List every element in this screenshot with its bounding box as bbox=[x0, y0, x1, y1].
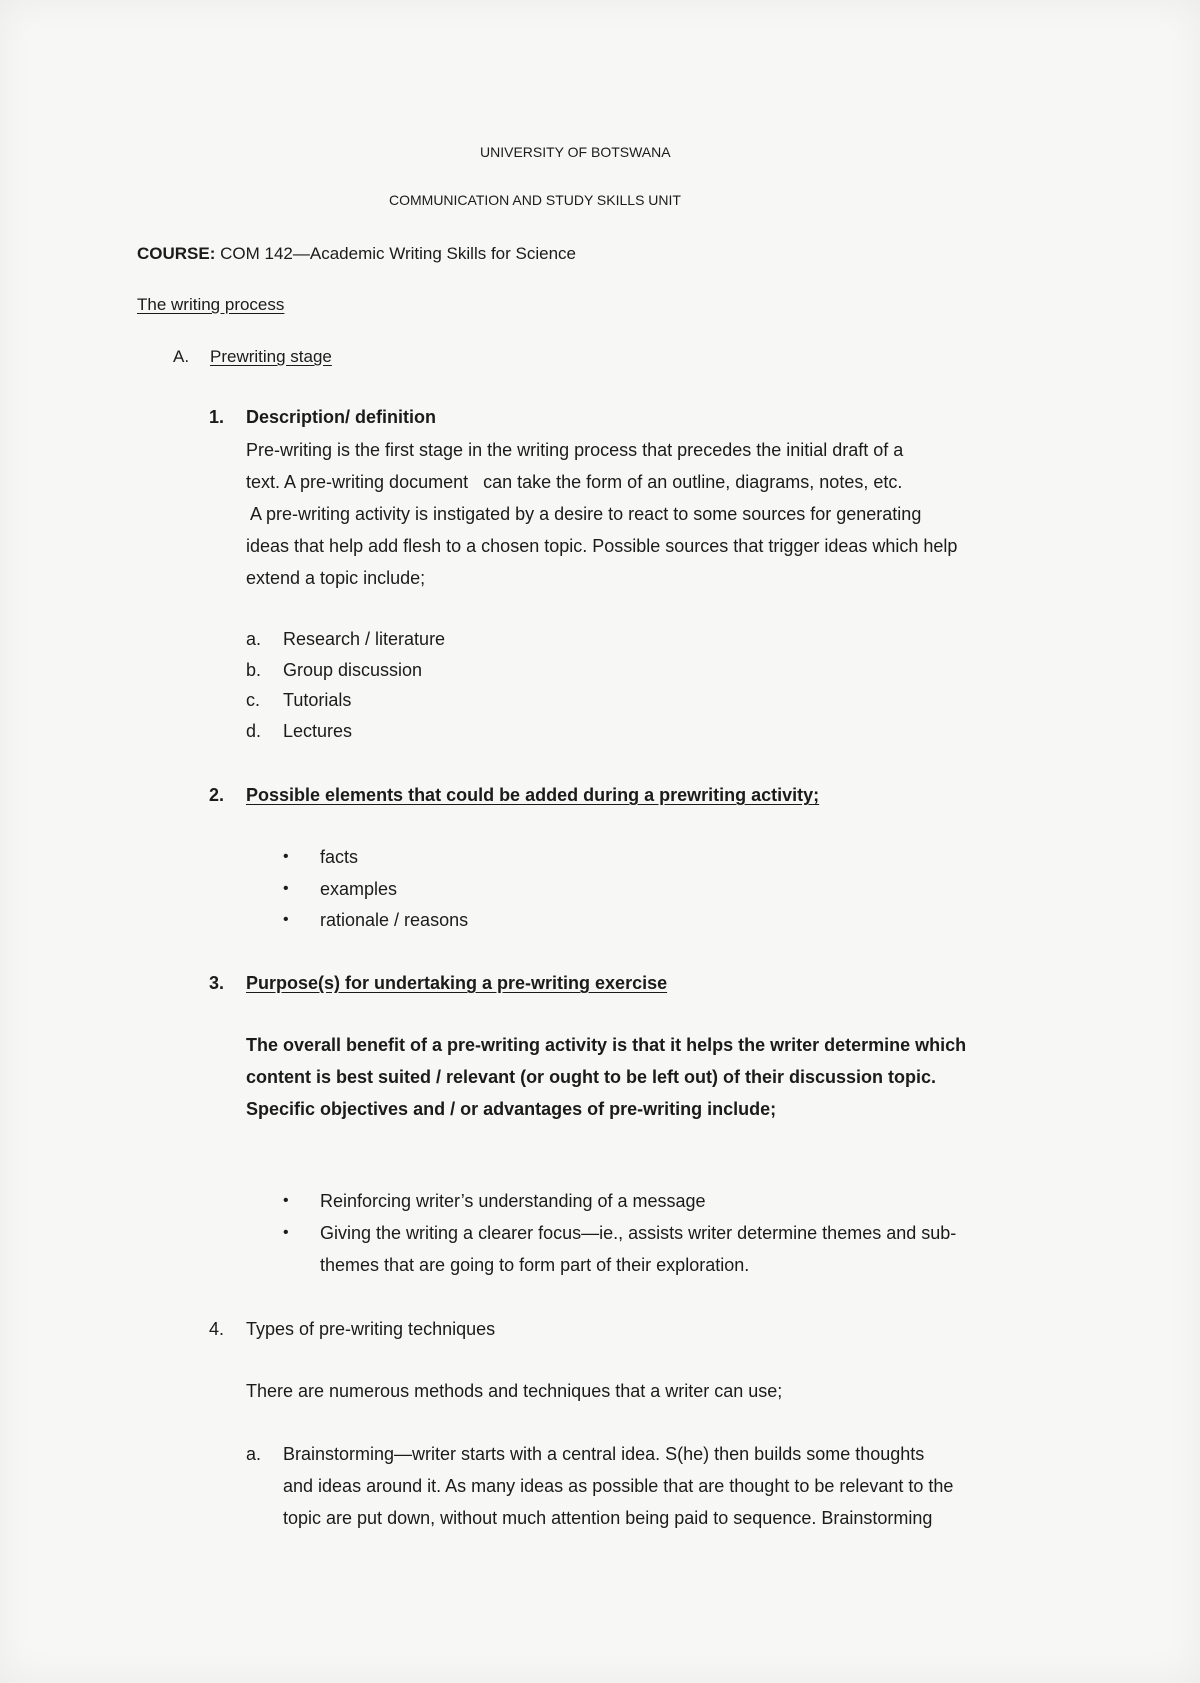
objective-item: Reinforcing writer’s understanding of a message bbox=[320, 1191, 706, 1211]
item-1-number: 1. bbox=[209, 407, 225, 427]
source-marker: c. bbox=[246, 690, 261, 710]
source-item: Lectures bbox=[283, 721, 353, 741]
item-1-line: extend a topic include; bbox=[246, 568, 426, 588]
course-label: COURSE: bbox=[137, 244, 216, 263]
technique-marker: a. bbox=[246, 1444, 262, 1464]
technique-line: topic are put down, without much attention being paid to sequence. Brainstorming bbox=[283, 1508, 933, 1528]
item-1-line: text. A pre-writing document can take the form of an outline, diagrams, notes, etc. bbox=[246, 472, 903, 492]
source-marker: a. bbox=[246, 629, 262, 649]
item-4-intro: There are numerous methods and techniques that a writer can use; bbox=[246, 1381, 783, 1401]
bullet-icon: • bbox=[283, 880, 289, 897]
source-item: Research / literature bbox=[283, 629, 446, 649]
purpose-line: The overall benefit of a pre-writing activity is that it helps the writer determine which bbox=[246, 1035, 967, 1055]
technique-line: and ideas around it. As many ideas as possible that are thought to be relevant to the bbox=[283, 1476, 954, 1496]
element-item: facts bbox=[320, 847, 359, 867]
objective-item: Giving the writing a clearer focus—ie., assists writer determine themes and sub- bbox=[320, 1223, 957, 1243]
section-a-marker: A. bbox=[173, 347, 190, 366]
item-1-line: Pre-writing is the first stage in the writing process that precedes the initial draft of a bbox=[246, 440, 904, 460]
purpose-line: content is best suited / relevant (or ought to be left out) of their discussion topic. bbox=[246, 1067, 937, 1087]
item-3-number: 3. bbox=[209, 973, 225, 993]
item-1-line: ideas that help add flesh to a chosen topic. Possible sources that trigger ideas which help bbox=[246, 536, 958, 556]
objective-item-continued: themes that are going to form part of their exploration. bbox=[320, 1255, 750, 1275]
item-1-title: Description/ definition bbox=[246, 407, 437, 427]
item-4-number: 4. bbox=[209, 1319, 225, 1339]
course-line bbox=[137, 245, 576, 262]
source-item: Group discussion bbox=[283, 660, 423, 680]
bullet-icon: • bbox=[283, 848, 289, 865]
item-1-line: A pre-writing activity is instigated by a desire to react to some sources for generating bbox=[246, 504, 922, 524]
bullet-icon: • bbox=[283, 1192, 289, 1209]
source-marker: b. bbox=[246, 660, 262, 680]
bullet-icon: • bbox=[283, 1224, 289, 1241]
element-item: rationale / reasons bbox=[320, 910, 469, 930]
section-a-title: Prewriting stage bbox=[210, 347, 332, 366]
purpose-line: Specific objectives and / or advantages of pre-writing include; bbox=[246, 1099, 777, 1119]
unit-name: COMMUNICATION AND STUDY SKILLS UNIT bbox=[389, 192, 681, 208]
item-2-title: Possible elements that could be added during a prewriting activity; bbox=[246, 785, 820, 805]
source-marker: d. bbox=[246, 721, 262, 741]
item-3-title: Purpose(s) for undertaking a pre-writing exercise bbox=[246, 973, 668, 993]
course-value: COM 142—Academic Writing Skills for Science bbox=[220, 244, 576, 263]
element-item: examples bbox=[320, 879, 398, 899]
source-item: Tutorials bbox=[283, 690, 352, 710]
bullet-icon: • bbox=[283, 911, 289, 928]
item-4-title: Types of pre-writing techniques bbox=[246, 1319, 496, 1339]
technique-line: Brainstorming—writer starts with a central idea. S(he) then builds some thoughts bbox=[283, 1444, 925, 1464]
item-2-number: 2. bbox=[209, 785, 225, 805]
university-name: UNIVERSITY OF BOTSWANA bbox=[480, 144, 671, 160]
document-title: The writing process bbox=[137, 295, 285, 314]
